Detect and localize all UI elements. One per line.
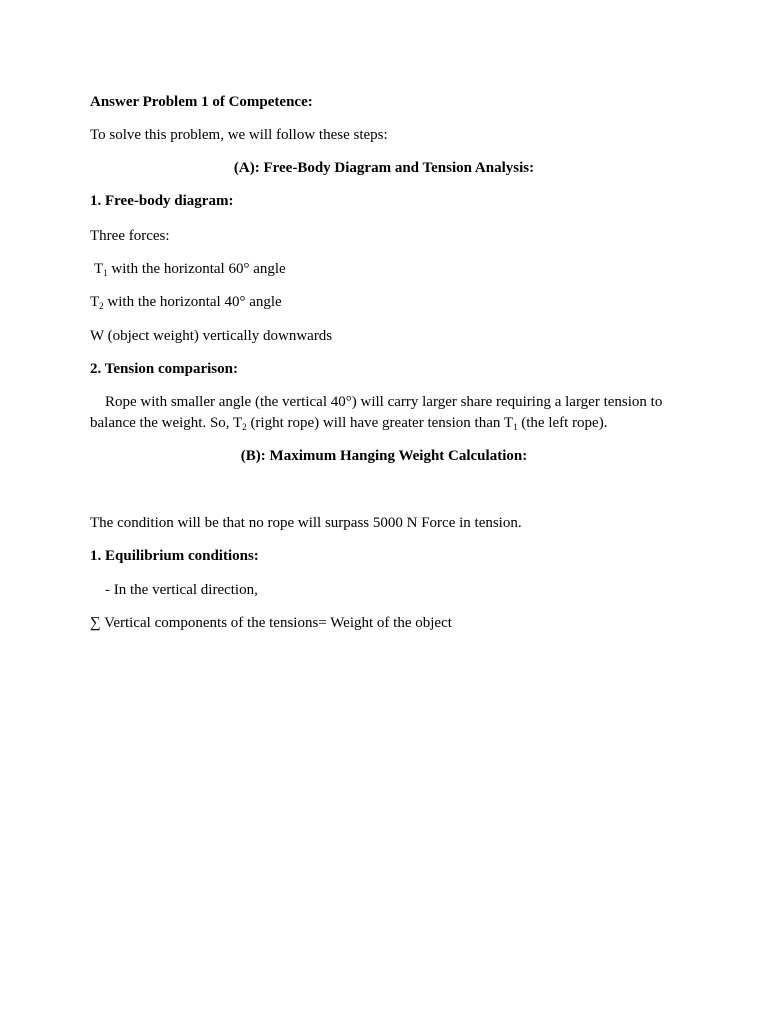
intro-text: To solve this problem, we will follow these steps: bbox=[90, 127, 388, 143]
equilibrium-heading: 1. Equilibrium conditions: bbox=[90, 548, 259, 564]
tension-sub1: 2 bbox=[242, 422, 247, 432]
section-a-title: (A): Free-Body Diagram and Tension Analysis: bbox=[233, 160, 535, 176]
force-t1-text: with the horizontal 60° angle bbox=[107, 261, 286, 277]
force-t2-text: with the horizontal 40° angle bbox=[103, 294, 282, 310]
tension-part1: Rope with smaller angle (the vertical 40°) will carry larger share requiring a larger tension to balance the weight. So, T bbox=[90, 394, 663, 431]
force-t2-subscript: 2 bbox=[99, 301, 104, 311]
tension-part3: (the left rope). bbox=[517, 415, 608, 431]
fbd-heading: 1. Free-body diagram: bbox=[90, 193, 234, 209]
sum-vertical-line: ∑ Vertical components of the tensions= Weight of the object bbox=[90, 615, 452, 631]
tension-part2: (right rope) will have greater tension than T bbox=[246, 415, 513, 431]
tension-paragraph bbox=[90, 392, 682, 434]
force-t2-symbol: T bbox=[90, 294, 100, 310]
tension-heading: 2. Tension comparison: bbox=[90, 361, 238, 377]
force-w-line: W (object weight) vertically downwards bbox=[90, 328, 333, 344]
condition-text: The condition will be that no rope will surpass 5000 N Force in tension. bbox=[90, 515, 522, 531]
force-t1-line bbox=[94, 259, 684, 280]
force-t1-subscript: 1 bbox=[103, 268, 108, 278]
answer-heading: Answer Problem 1 of Competence: bbox=[90, 94, 313, 110]
section-b-title: (B): Maximum Hanging Weight Calculation: bbox=[240, 448, 528, 464]
vertical-direction-text: - In the vertical direction, bbox=[105, 582, 258, 598]
three-forces-label: Three forces: bbox=[90, 228, 170, 244]
tension-sub2: 1 bbox=[513, 422, 518, 432]
force-t2-line bbox=[90, 292, 680, 313]
force-t1-symbol: T bbox=[94, 261, 104, 277]
